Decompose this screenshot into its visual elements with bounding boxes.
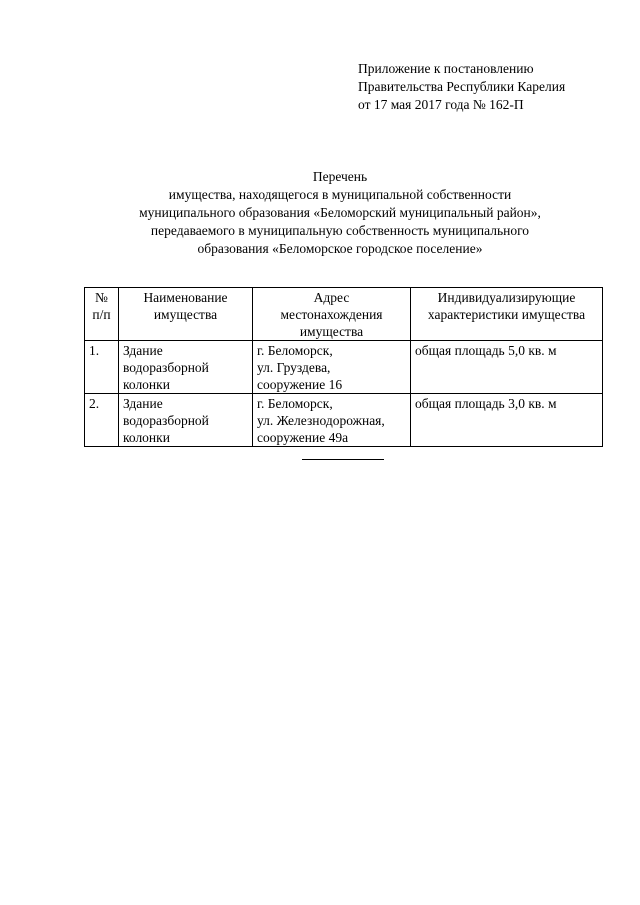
row-number: 2. xyxy=(85,394,119,447)
header-address xyxy=(253,288,411,341)
header-line: местонахождения xyxy=(280,307,383,322)
header-characteristics xyxy=(411,288,603,341)
cell-line: г. Беломорск, xyxy=(257,343,333,358)
row-characteristics: общая площадь 5,0 кв. м xyxy=(411,341,603,394)
header-number xyxy=(85,288,119,341)
header-line: Наименование xyxy=(143,290,228,305)
title-line: муниципального образования «Беломорский муниципальный район», xyxy=(139,205,541,220)
row-number: 1. xyxy=(85,341,119,394)
cell-line: г. Беломорск, xyxy=(257,396,333,411)
header-line: имущества xyxy=(299,324,364,339)
attachment-line: Правительства Республики Карелия xyxy=(358,79,566,94)
row-address xyxy=(253,341,411,394)
cell-line: водоразборной xyxy=(123,413,209,428)
header-line: имущества xyxy=(153,307,218,322)
table-row xyxy=(85,394,603,447)
row-name xyxy=(119,341,253,394)
attachment-line: Приложение к постановлению xyxy=(358,61,534,76)
cell-line: водоразборной xyxy=(123,360,209,375)
table-row xyxy=(85,341,603,394)
title-line: Перечень xyxy=(312,169,368,184)
row-address xyxy=(253,394,411,447)
cell-line: колонки xyxy=(123,430,170,445)
header-line: Адрес xyxy=(313,290,350,305)
header-line: № xyxy=(95,290,108,305)
cell-line: сооружение 49а xyxy=(257,430,349,445)
cell-line: сооружение 16 xyxy=(257,377,343,392)
attachment-note xyxy=(358,60,565,114)
row-name xyxy=(119,394,253,447)
cell-line: Здание xyxy=(123,343,163,358)
row-characteristics: общая площадь 3,0 кв. м xyxy=(411,394,603,447)
header-name xyxy=(119,288,253,341)
title-line: образования «Беломорское городское поселение» xyxy=(197,241,483,256)
header-line: п/п xyxy=(92,307,111,322)
table-header-row xyxy=(85,288,603,341)
document-title xyxy=(0,168,640,258)
cell-line: колонки xyxy=(123,377,170,392)
cell-line: ул. Груздева, xyxy=(257,360,331,375)
cell-line: ул. Железнодорожная, xyxy=(257,413,385,428)
header-line: характеристики имущества xyxy=(427,307,586,322)
header-line: Индивидуализирующие xyxy=(437,290,576,305)
title-line: имущества, находящегося в муниципальной собственности xyxy=(168,187,512,202)
attachment-line: от 17 мая 2017 года № 162-П xyxy=(358,97,524,112)
title-line: передаваемого в муниципальную собственность муниципального xyxy=(150,223,530,238)
cell-line: Здание xyxy=(123,396,163,411)
closing-rule xyxy=(302,459,384,460)
property-table xyxy=(84,287,603,447)
